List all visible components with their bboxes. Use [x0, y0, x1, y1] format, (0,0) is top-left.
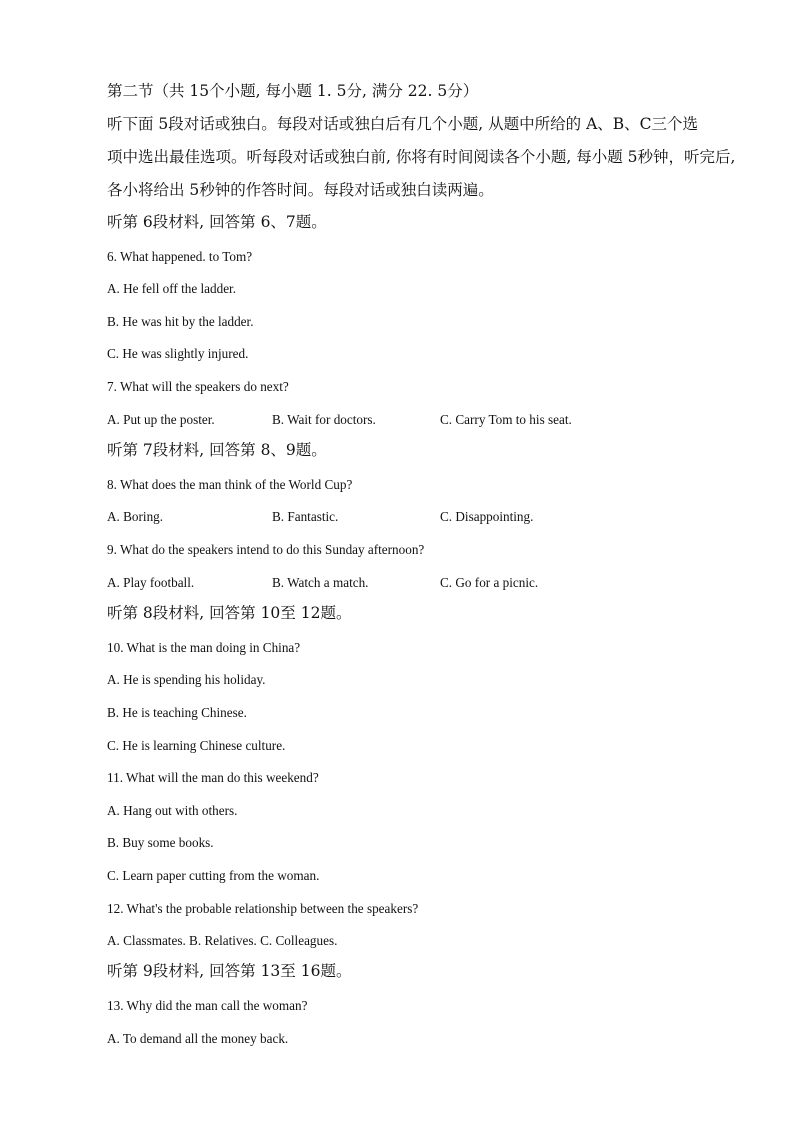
q12-options: A. Classmates. B. Relatives. C. Colleagues.	[107, 933, 338, 948]
q7-option-b: B. Wait for doctors.	[272, 412, 376, 427]
question-11: 11. What will the man do this weekend?	[107, 770, 319, 785]
q7-option-a: A. Put up the poster.	[107, 412, 215, 427]
question-6: 6. What happened. to Tom?	[107, 249, 253, 264]
group-heading-8: 听第 8段材料, 回答第 10至 12题。	[107, 604, 352, 622]
question-8: 8. What does the man think of the World Cup?	[107, 477, 353, 492]
group-heading-7: 听第 7段材料, 回答第 8、9题。	[107, 441, 327, 459]
q6-option-b: B. He was hit by the ladder.	[107, 314, 254, 329]
instructions-line-3: 各小将给出 5秒钟的作答时间。每段对话或独白读两遍。	[107, 181, 494, 199]
q11-option-a: A. Hang out with others.	[107, 803, 238, 818]
instructions-line-2: 项中选出最佳选项。听每段对话或独白前, 你将有时间阅读各个小题, 每小题 5秒钟，听完后,	[107, 148, 736, 166]
q11-option-c: C. Learn paper cutting from the woman.	[107, 868, 320, 883]
q10-option-c: C. He is learning Chinese culture.	[107, 738, 286, 753]
q8-option-b: B. Fantastic.	[272, 509, 339, 524]
q6-option-a: A. He fell off the ladder.	[107, 281, 237, 296]
question-9: 9. What do the speakers intend to do this Sunday afternoon?	[107, 542, 425, 557]
instructions-line-1: 听下面 5段对话或独白。每段对话或独白后有几个小题, 从题中所给的 A、B、C三个选	[107, 115, 699, 133]
q6-option-c: C. He was slightly injured.	[107, 346, 249, 361]
group-heading-9: 听第 9段材料, 回答第 13至 16题。	[107, 962, 352, 980]
q9-option-c: C. Go for a picnic.	[440, 575, 539, 590]
q8-option-a: A. Boring.	[107, 509, 164, 524]
q9-option-b: B. Watch a match.	[272, 575, 369, 590]
q10-option-a: A. He is spending his holiday.	[107, 672, 266, 687]
q7-option-c: C. Carry Tom to his seat.	[440, 412, 572, 427]
question-13: 13. Why did the man call the woman?	[107, 998, 308, 1013]
q9-option-a: A. Play football.	[107, 575, 195, 590]
q11-option-b: B. Buy some books.	[107, 835, 214, 850]
q13-option-a: A. To demand all the money back.	[107, 1031, 289, 1046]
question-12: 12. What's the probable relationship between the speakers?	[107, 901, 419, 916]
question-7: 7. What will the speakers do next?	[107, 379, 289, 394]
section-header: 第二节（共 15个小题, 每小题 1. 5分, 满分 22. 5分）	[107, 82, 479, 100]
group-heading-6: 听第 6段材料, 回答第 6、7题。	[107, 213, 327, 231]
q10-option-b: B. He is teaching Chinese.	[107, 705, 247, 720]
question-10: 10. What is the man doing in China?	[107, 640, 301, 655]
q8-option-c: C. Disappointing.	[440, 509, 534, 524]
